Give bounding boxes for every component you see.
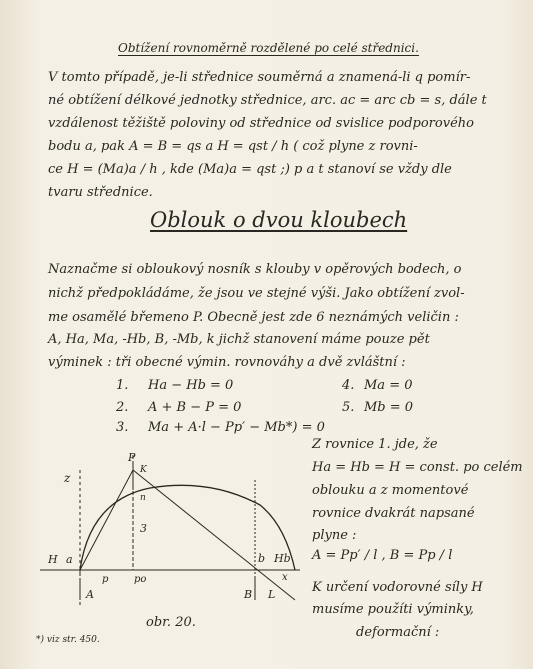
eq-num-2: 2. (116, 400, 129, 415)
fig-label-n: n (140, 493, 146, 503)
right-line-1: Z rovnice 1. jde, že (312, 437, 438, 452)
fig-label-z: z (64, 471, 71, 485)
para-line-5: výminek : tři obecné výmin. rovnováhy a dvě zvláštní : (48, 355, 406, 370)
fig-label-L: L (268, 588, 276, 601)
intro-line-1: V tomto případě, je-li střednice souměrná a znamená-li q pomír- (48, 70, 471, 85)
intro-line-5: ce H = (Ma)a / h , kde (Ma)a = qst ;) p a t stanoví se vždy dle (48, 162, 452, 177)
fig-label-B: B (244, 588, 253, 601)
right-line-2: Ha = Hb = H = const. po celém (312, 460, 523, 475)
para-line-1: Naznačme si obloukový nosník s klouby v opěrových bodech, o (48, 262, 462, 277)
fig-label-p: p (102, 574, 109, 585)
thrust-line-right (133, 470, 295, 600)
right-line-8: musíme použíti výminky, (312, 602, 474, 617)
fig-label-b: b (258, 552, 266, 565)
intro-line-6: tvaru střednice. (48, 185, 153, 200)
eq-num-1: 1. (116, 378, 129, 393)
right-line-5: plyne : (312, 528, 357, 543)
heading-top: Obtížení rovnoměrně rozdělené po celé střednici. (118, 41, 419, 55)
eq-num-3: 3. (116, 420, 129, 435)
eq-expr-5: Mb = 0 (364, 400, 414, 415)
figure-caption: obr. 20. (146, 615, 196, 630)
intro-line-3: vzdálenost těžiště poloviny od střednice od svislice podporového (48, 116, 474, 131)
fig-label-K: K (140, 465, 147, 475)
footnote: *) viz str. 450. (36, 635, 100, 645)
eq-expr-3: Ma + A·l − Pp′ − Mb*) = 0 (148, 420, 325, 435)
eq-expr-2: A + B − P = 0 (148, 400, 242, 415)
fig-label-A: A (86, 588, 94, 601)
para-line-2: nichž předpokládáme, že jsou ve stejné výši. Jako obtížení zvol- (48, 286, 465, 301)
fig-label-po: po (134, 574, 147, 585)
intro-line-4: bodu a, pak A = B = qs a H = qst / h ( což plyne z rovni- (48, 139, 418, 154)
fig-label-a: a (66, 553, 73, 566)
para-line-4: A, Ha, Ma, -Hb, B, -Mb, k jichž stanovení máme pouze pět (48, 332, 430, 347)
fig-label-H-left: H (48, 553, 58, 566)
fig-label-three: 3 (140, 522, 147, 535)
right-line-9: deformační : (356, 625, 440, 640)
eq-num-5: 5. (342, 400, 355, 415)
fig-label-Hb: Hb (274, 552, 291, 565)
right-line-7: K určení vodorovné síly H (312, 580, 483, 595)
thrust-line-left (80, 470, 133, 570)
fig-label-x: x (282, 572, 288, 583)
fig-label-P: P (128, 451, 136, 464)
right-line-3: oblouku a z momentové (312, 483, 469, 498)
right-line-6: A = Pp′ / l , B = Pp / l (312, 548, 453, 563)
eq-expr-1: Ha − Hb = 0 (148, 378, 234, 393)
eq-num-4: 4. (342, 378, 355, 393)
right-line-4: rovnice dvakrát napsané (312, 506, 475, 521)
section-title: Oblouk o dvou kloubech (150, 208, 408, 232)
eq-expr-4: Ma = 0 (364, 378, 413, 393)
para-line-3: me osamělé břemeno P. Obecně jest zde 6 neznámých veličin : (48, 310, 459, 325)
intro-line-2: né obtížení délkové jednotky střednice, arc. ac = arc cb = s, dále t (48, 93, 487, 108)
